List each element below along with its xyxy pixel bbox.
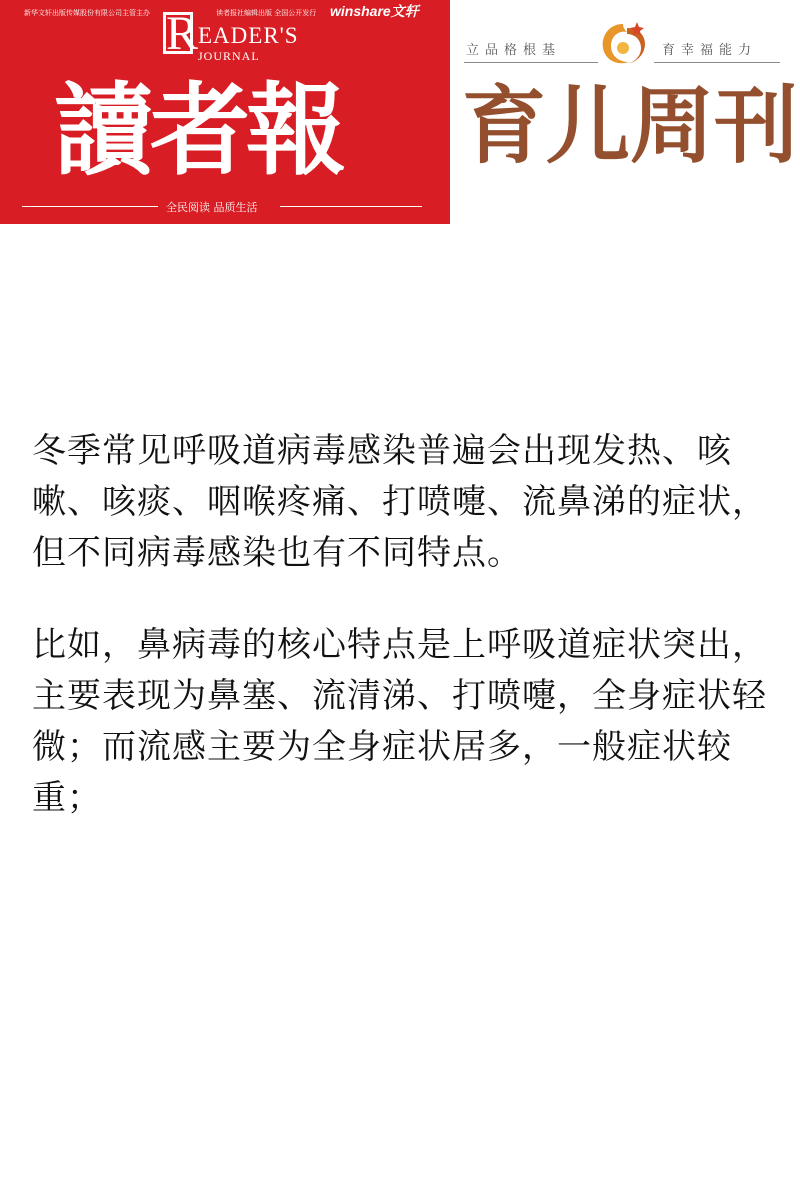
logo-word: EADER'S [198, 23, 299, 48]
masthead-slogan: 全民阅读 品质生活 [166, 201, 258, 214]
supplement-title: 育儿周刊 [462, 77, 799, 175]
publisher-line: 新华文轩出版传媒股份有限公司主管主办 [24, 9, 150, 17]
supplement-slogan-right: 育幸福能力 [662, 43, 758, 58]
slogan-rule-right [280, 206, 422, 207]
slogan-rule-left [22, 206, 158, 207]
readers-journal-masthead [0, 0, 450, 224]
masthead-calligraphy: 讀者報 [54, 71, 342, 189]
supplement-rule-right [654, 62, 780, 63]
supplement-slogan-left: 立品格根基 [466, 43, 562, 58]
article-paragraph-1: 冬季常见呼吸道病毒感染普遍会出现发热、咳嗽、咳痰、咽喉疼痛、打喷嚏、流鼻涕的症状，但不同病毒感染也有不同特点。 [32, 431, 767, 573]
logo-initial: R [166, 7, 199, 60]
swirl-emblem-icon [597, 18, 649, 70]
article-paragraph-2: 比如，鼻病毒的核心特点是上呼吸道症状突出，主要表现为鼻塞、流清涕、打喷嚏，全身症状轻微；而流感主要为全身症状居多，一般症状较重； [32, 625, 767, 818]
logo-journal: JOURNAL [198, 49, 260, 63]
supplement-rule-left [464, 62, 598, 63]
editorial-line: 读者报社编辑出版 全国公开发行 [216, 9, 317, 17]
winshare-logo: winshare文轩 [330, 3, 419, 19]
